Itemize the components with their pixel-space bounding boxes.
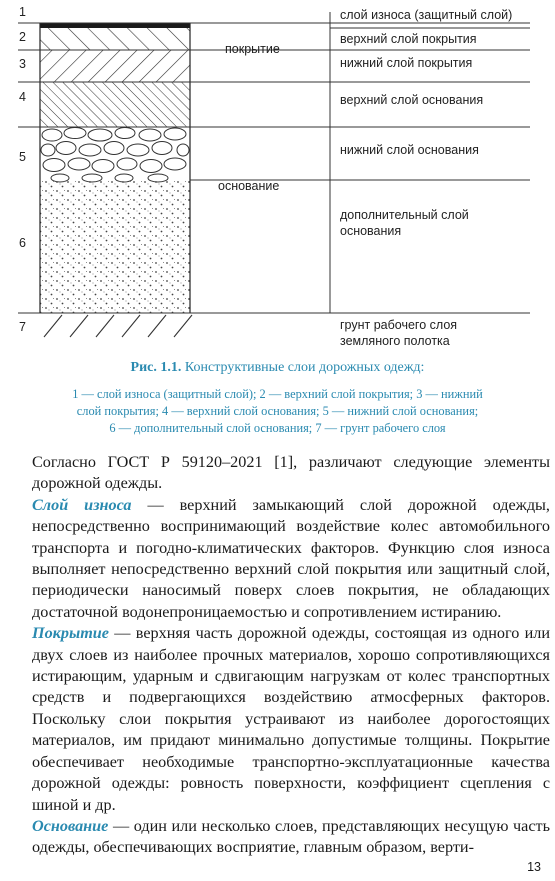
layer-name-1: слой износа (защитный слой) (340, 8, 513, 22)
paragraph-pavement (32, 623, 550, 816)
layer-5-stones (40, 127, 190, 182)
caption-legend (0, 386, 555, 437)
layer-number-2: 2 (19, 30, 26, 44)
figure-caption (0, 358, 555, 437)
caption-legend-line: 1 — слой износа (защитный слой); 2 — верхний слой покрытия; 3 — нижний (72, 387, 483, 401)
layer-number-4: 4 (19, 90, 26, 104)
layer-name-7-line2: земляного полотка (340, 334, 450, 348)
layer-number-3: 3 (19, 57, 26, 71)
layer-name-6-line1: дополнительный слой (340, 208, 469, 222)
layer-7-soil-hatch (44, 315, 192, 337)
layer-name-7-line1: грунт рабочего слоя (340, 318, 458, 332)
paragraph-pavement-text: — верхняя часть дорожной одежды, состоящая из одного или двух слоев из наиболее прочных материалов, хорошо сопротивляющихся истирающим, ударным и сдвигающим нагрузкам от колес транспортных средств и подвергающихся воздействию атмосферных факторов. Поскольку слои покрытия устраивают из наиболее дорогостоящих материалов, им придают минимально допустимые толщины. Покрытие обеспечивает необходимые транспортно-эксплуатационные качества дорожной одежды: ровность поверхности, коэффициент сцепления с шиной и др. (32, 624, 550, 814)
paragraph-wear-layer-text: — верхний замыкающий слой дорожной одежды, непосредственно воспринимающий воздействие колес автомобильного транспорта и погодно-климатических факторов. Функцию слоя износа выполняет непосредственно верхний слой покрытия или защитный слой, периодически наносимый поверх слоев покрытия, не обладающих достаточной водонепроницаемостью и сопротивлением истиранию. (32, 495, 550, 621)
layer-3-fill (40, 50, 190, 82)
paragraph-wear-layer (32, 495, 550, 623)
caption-label: Рис. 1.1. (130, 360, 182, 375)
layer-number-7: 7 (19, 320, 26, 334)
layer-2-fill (40, 28, 190, 50)
pavement-layers-figure (0, 0, 555, 362)
layer-number-5: 5 (19, 150, 26, 164)
layer-name-5: нижний слой основания (340, 143, 479, 157)
group-label-pokrytie: покрытие (225, 42, 280, 56)
body-text (32, 452, 550, 859)
caption-legend-line: слой покрытия; 4 — верхний слой основания; 5 — нижний слой основания; (76, 404, 479, 418)
caption-title-text: Конструктивные слои дорожных одежд: (181, 360, 425, 375)
layer-4-fill (40, 82, 190, 127)
term-wear-layer: Слой износа (32, 495, 132, 514)
layer-name-4: верхний слой основания (340, 93, 484, 107)
group-label-osnovanie: основание (218, 179, 280, 193)
layer-name-2: верхний слой покрытия (340, 32, 477, 46)
layer-6-fill (40, 180, 190, 313)
layer-name-6-line2: основания (340, 224, 402, 238)
term-pavement: Покрытие (32, 624, 109, 643)
layer-1-fill (40, 23, 190, 28)
page-number: 13 (527, 860, 541, 874)
caption-legend-line: 6 — дополнительный слой основания; 7 — грунт рабочего слоя (109, 421, 446, 435)
paragraph-base-text: — один или несколько слоев, представляющих несущую часть одежды, обеспечивающих восприятие, главным образом, верти- (32, 816, 550, 857)
paragraph-base (32, 816, 550, 859)
layer-number-1: 1 (19, 5, 26, 19)
paragraph-intro: Согласно ГОСТ Р 59120–2021 [1], различают следующие элементы дорожной одежды. (32, 453, 550, 493)
layer-number-6: 6 (19, 236, 26, 250)
term-base: Основание (32, 816, 109, 835)
caption-title (0, 358, 555, 378)
layer-name-3: нижний слой покрытия (340, 56, 473, 70)
